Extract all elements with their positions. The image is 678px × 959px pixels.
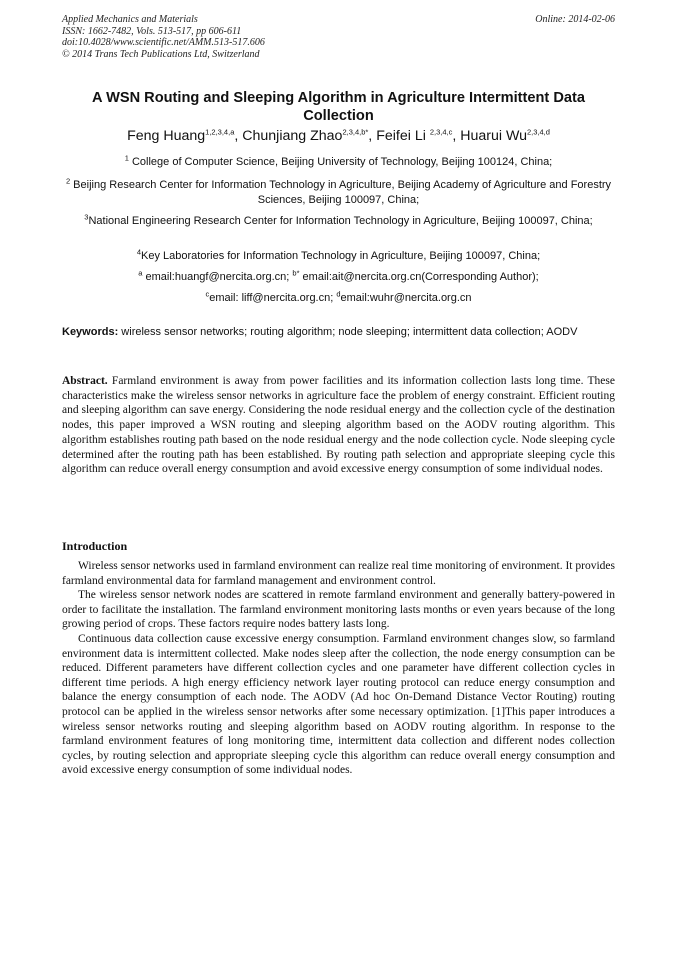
email-text: email:wuhr@nercita.org.cn <box>340 292 472 304</box>
affiliation-text: Beijing Research Center for Information Technology in Agriculture, Beijing Academy of Agriculture and Forestry Sciences, Beijing 100097, China; <box>70 179 612 206</box>
paper-title: A WSN Routing and Sleeping Algorithm in Agriculture Intermittent Data Collection <box>92 90 585 124</box>
author-name: Feng Huang <box>127 128 206 144</box>
affiliation-text: Key Laboratories for Information Technology in Agriculture, Beijing 100097, China; <box>141 250 541 262</box>
email-line-2 <box>62 291 615 306</box>
section-heading-introduction: Introduction <box>62 539 128 553</box>
affiliation-marker: 3 <box>84 212 89 222</box>
affiliation-3 <box>62 214 615 229</box>
author-affiliation-marker: 2,3,4,c <box>429 127 453 137</box>
email-marker: c <box>205 289 210 299</box>
affiliation-1 <box>62 155 615 170</box>
author-separator: , <box>452 128 461 144</box>
author-affiliation-marker: 2,3,4,b* <box>342 127 369 137</box>
abstract-text: Farmland environment is away from power facilities and its information collection lasts long time. These characteristics make the wireless sensor networks in agriculture face the problem of energy constraint. Efficient routing and sleeping algorithm can save energy. Considering the node residual energy and the collection cycle of the destination nodes, this paper improved a WSN routing and sleeping algorithm based on the AODV routing algorithm. This algorithm establishes routing path based on the node residual energy and the node collection cycle. Node sleeping cycle determined after the routing path has been established. By routing path selection and appropriate sleeping cycle this algorithm can reduce overall energy consumption and avoid excessive energy consumption of some individual nodes. <box>62 375 615 476</box>
copyright-line: © 2014 Trans Tech Publications Ltd, Switzerland <box>62 48 260 60</box>
doi-line: doi:10.4028/www.scientific.net/AMM.513-517.606 <box>62 37 265 48</box>
paragraph: The wireless sensor network nodes are scattered in remote farmland environment and generally battery-powered in order to facilitate the installation. The farmland environment monitoring lasts months or even years because of the long growing period of crops. These factors require nodes battery lasts long. <box>62 589 615 631</box>
author-name: Feifei Li <box>376 128 430 144</box>
author-list <box>62 127 615 145</box>
email-marker: d <box>336 289 341 299</box>
author-name: Chunjiang Zhao <box>242 128 343 144</box>
affiliation-marker: 4 <box>136 247 142 257</box>
email-text: email:ait@nercita.org.cn(Corresponding Author); <box>299 271 539 283</box>
journal-name: Applied Mechanics and Materials <box>62 14 198 25</box>
author-separator: , <box>368 128 377 144</box>
author-affiliation-marker: 1,2,3,4,a <box>205 127 235 137</box>
journal-header <box>62 14 265 60</box>
email-line-1 <box>62 270 615 285</box>
paragraph: Wireless sensor networks used in farmland environment can realize real time monitoring of environment. It provides farmland environmental data for farmland management and environment control. <box>62 560 615 587</box>
affiliation-marker: 1 <box>124 153 129 163</box>
paragraph: Continuous data collection cause excessive energy consumption. Farmland environment changes slow, so farmland environment data is intermittent collected. Make nodes sleep after the collection, the node energy consumption can be reduced. Different parameters have different collection cycles and one parameter have different collection cycles in different time periods. A high energy efficiency network layer routing protocol can reduce energy consumption and balance the energy consumption of each node. The AODV (Ad hoc On-Demand Distance Vector Routing) routing protocol can be applied in the wireless sensor networks after some necessary optimization. [1]This paper introduces a wireless sensor networks routing and sleeping algorithm based on AODV routing algorithm. In response to the farmland environment features of long monitoring time, intermittent data collection and different nodes collection cycles, by routing selection and appropriate sleeping cycle this algorithm can reduce overall energy consumption and avoid excessive energy consumption of some individual nodes. <box>62 632 615 777</box>
author-name: Huarui Wu <box>460 128 527 144</box>
abstract <box>62 374 615 477</box>
affiliation-marker: 2 <box>65 176 71 186</box>
email-text: email:huangf@nercita.org.cn; <box>142 271 293 283</box>
email-marker: a <box>138 268 143 278</box>
author-affiliation-marker: 2,3,4,d <box>526 127 550 137</box>
keywords-text: wireless sensor networks; routing algorithm; node sleeping; intermittent data collection; AODV <box>118 326 578 338</box>
author-separator: , <box>234 128 243 144</box>
abstract-label: Abstract. <box>62 375 108 387</box>
affiliation-text: National Engineering Research Center for Information Technology in Agriculture, Beijing 100097, China; <box>88 215 593 227</box>
keywords-label: Keywords: <box>62 326 119 338</box>
online-date: Online: 2014-02-06 <box>535 14 615 25</box>
affiliation-4 <box>62 249 615 264</box>
issn-line: ISSN: 1662-7482, Vols. 513-517, pp 606-611 <box>62 25 242 37</box>
affiliation-text: College of Computer Science, Beijing University of Technology, Beijing 100124, China; <box>128 156 553 168</box>
keywords <box>62 326 615 340</box>
email-text: email: liff@nercita.org.cn; <box>209 292 337 304</box>
email-marker: b* <box>292 268 300 278</box>
affiliation-2 <box>62 178 615 207</box>
introduction-body <box>62 559 615 778</box>
